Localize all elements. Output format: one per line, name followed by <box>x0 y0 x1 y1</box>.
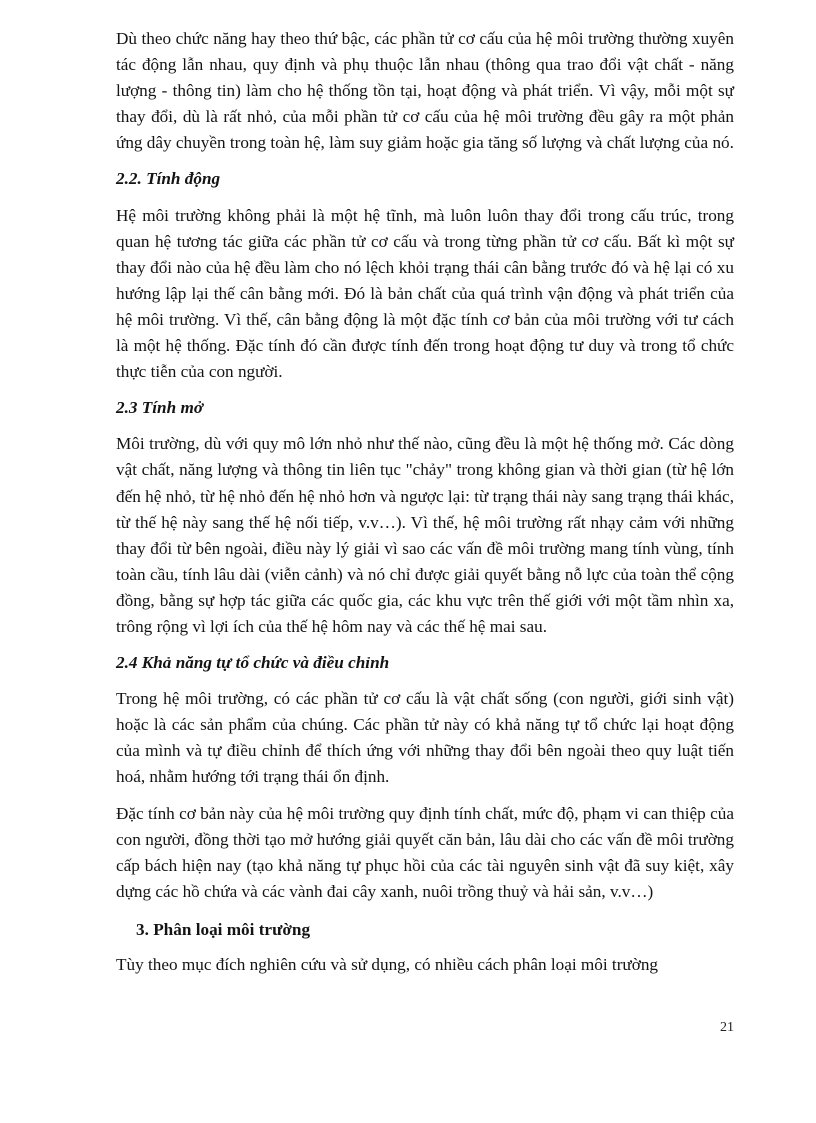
heading-2-3-openness: 2.3 Tính mở <box>116 398 204 418</box>
paragraph-basic-property: Đặc tính cơ bản này của hệ môi trường quy định tính chất, mức độ, phạm vi can thiệp của con người, đồng thời tạo mở hướng giải quyết căn bản, lâu dài cho các vấn đề môi trường cấp bách hiện nay (tạo khả năng tự phục hồi của các tài nguyên sinh vật đã suy kiệt, xây dựng các hồ chứa và các vành đai cây xanh, nuôi trồng thuỷ và hải sản, v.v…) <box>116 803 734 901</box>
paragraph-dynamic-equilibrium: Hệ môi trường không phải là một hệ tĩnh, mà luôn luôn thay đổi trong cấu trúc, trong quan hệ tương tác giữa các phần tử cơ cấu và trong từng phần tử cơ cấu. Bất kì một sự thay đổi nào của hệ đều làm cho nó lệch khỏi trạng thái cân bằng trước đó và hệ lại có xu hướng lập lại thế cân bằng mới. Đó là bản chất của quá trình vận động và phát triển của hệ môi trường. Vì thế, cân bằng động là một đặc tính cơ bản của môi trường với tư cách là một hệ thống. Đặc tính đó cần được tính đến trong hoạt động tư duy và trong tổ chức thực tiễn của con người. <box>116 205 734 382</box>
paragraph-self-organization: Trong hệ môi trường, có các phần tử cơ cấu là vật chất sống (con người, giới sinh vật) hoặc là các sản phẩm của chúng. Các phần tử này có khả năng tự tổ chức lại hoạt động của mình và tự điều chỉnh để thích ứng với những thay đổi bên ngoài theo quy luật tiến hoá, nhằm hướng tới trạng thái ổn định. <box>116 689 734 787</box>
heading-2-4-self-organization: 2.4 Khả năng tự tổ chức và điều chỉnh <box>116 653 390 673</box>
paragraph-open-system: Môi trường, dù với quy mô lớn nhỏ như thế nào, cũng đều là một hệ thống mở. Các dòng vật chất, năng lượng và thông tin liên tục "chảy" trong không gian và thời gian (từ hệ lớn đến hệ nhỏ, từ hệ nhỏ đến hệ nhỏ hơn và ngược lại: từ trạng thái này sang trạng thái khác, từ thế hệ này sang thế hệ nối tiếp, v.v…). Vì thế, hệ môi trường rất nhạy cảm với những thay đổi từ bên ngoài, điều này lý giải vì sao các vấn đề môi trường mang tính vùng, tính toàn cầu, tính lâu dài (viễn cảnh) và nó chỉ được giải quyết bằng nỗ lực của toàn thể cộng đồng, bằng sự hợp tác giữa các quốc gia, các khu vực trên thế giới với một tầm nhìn xa, trông rộng vì lợi ích của thế hệ hôm nay và các thế hệ mai sau. <box>116 434 734 636</box>
page-content <box>116 26 734 988</box>
paragraph-hierarchy-interaction: Dù theo chức năng hay theo thứ bậc, các phần tử cơ cấu của hệ môi trường thường xuyên tác động lẫn nhau, quy định và phụ thuộc lẫn nhau (thông qua trao đổi vật chất - năng lượng - thông tin) làm cho hệ thống tồn tại, hoạt động và phát triển. Vì vậy, mỗi một sự thay đổi, dù là rất nhỏ, của mỗi phần tử cơ cấu của hệ môi trường đều gây ra một phản ứng dây chuyền trong toàn hệ, làm suy giảm hoặc gia tăng số lượng và chất lượng của nó. <box>116 29 734 153</box>
page-number: 21 <box>720 1020 734 1035</box>
paragraph-classification-intro: Tùy theo mục đích nghiên cứu và sử dụng, có nhiều cách phân loại môi trường <box>116 955 659 974</box>
heading-2-2-dynamic: 2.2. Tính động <box>116 169 221 189</box>
heading-3-classification: 3. Phân loại môi trường <box>136 919 311 939</box>
